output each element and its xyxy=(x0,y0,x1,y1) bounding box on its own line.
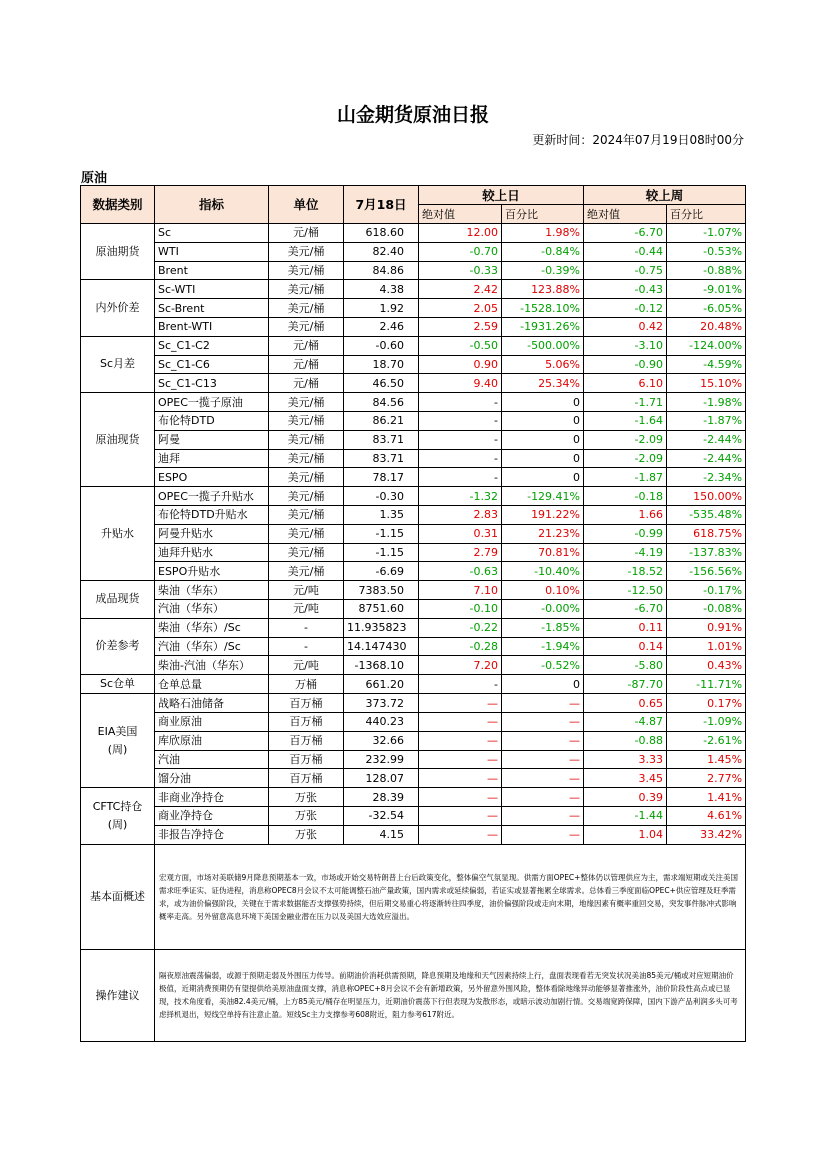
indicator-cell: Sc_C1-C2 xyxy=(155,336,269,355)
week-pct-cell: -1.87% xyxy=(667,411,746,430)
indicator-cell: OPEC一揽子原油 xyxy=(155,393,269,412)
crude-oil-table xyxy=(80,185,746,1042)
table-row xyxy=(81,449,746,468)
day-pct-cell: — xyxy=(502,769,584,788)
header-day-pct: 百分比 xyxy=(502,205,584,224)
value-cell: 84.86 xyxy=(344,261,419,280)
table-row xyxy=(81,280,746,299)
week-pct-cell: -137.83% xyxy=(667,543,746,562)
table-row xyxy=(81,543,746,562)
unit-cell: 美元/桶 xyxy=(269,505,344,524)
unit-cell: 美元/桶 xyxy=(269,317,344,336)
unit-cell: 美元/桶 xyxy=(269,449,344,468)
week-abs-cell: 3.33 xyxy=(584,750,667,769)
fundamentals-text: 宏观方面，市场对美联储9月降息预期基本一致，市场或开始交易特朗普上台后政策变化，整体偏空气氛显现。供需方面OPEC+整体仍以管理供应为主，需求端短期或关注美国需求旺季证实、证伪进程，消息称OPEC8月会议不太可能调整石油产量政策，国内需求或延续偏弱，若证实或显著拖累全球需求。总体看三季度面临OPEC+供应管理及旺季需求，或为油价偏强阶段，关键在于需求数据能否支撑强势持续，但后期交易重心将逐渐转往四季度，油价偏强阶段或走向末期，地缘因素有概率重回交易，突发事件脉冲式影响概率走高。另外留意高息环境下美国金融业潜在压力以及美国大选效应溢出。 xyxy=(155,844,746,949)
day-pct-cell: 0 xyxy=(502,430,584,449)
day-abs-cell: -0.70 xyxy=(419,242,502,261)
week-pct-cell: -1.98% xyxy=(667,393,746,412)
day-pct-cell: -500.00% xyxy=(502,336,584,355)
table-row xyxy=(81,656,746,675)
day-pct-cell: — xyxy=(502,825,584,844)
table-row xyxy=(81,505,746,524)
table-row xyxy=(81,487,746,506)
day-pct-cell: -0.52% xyxy=(502,656,584,675)
indicator-cell: 汽油（华东）/Sc xyxy=(155,637,269,656)
day-abs-cell: — xyxy=(419,825,502,844)
unit-cell: 百万桶 xyxy=(269,712,344,731)
week-abs-cell: 6.10 xyxy=(584,374,667,393)
week-abs-cell: -3.10 xyxy=(584,336,667,355)
day-pct-cell: 123.88% xyxy=(502,280,584,299)
indicator-cell: 迪拜 xyxy=(155,449,269,468)
indicator-cell: 阿曼升贴水 xyxy=(155,524,269,543)
day-pct-cell: 0 xyxy=(502,468,584,487)
unit-cell: 美元/桶 xyxy=(269,280,344,299)
day-abs-cell: 7.10 xyxy=(419,581,502,600)
indicator-cell: Brent-WTI xyxy=(155,317,269,336)
value-cell: 28.39 xyxy=(344,788,419,807)
week-pct-cell: -11.71% xyxy=(667,675,746,694)
value-cell: 440.23 xyxy=(344,712,419,731)
table-row xyxy=(81,581,746,600)
value-cell: 18.70 xyxy=(344,355,419,374)
category-cell: 价差参考 xyxy=(81,618,155,674)
indicator-cell: Sc xyxy=(155,224,269,243)
week-abs-cell: -6.70 xyxy=(584,224,667,243)
value-cell: 1.92 xyxy=(344,299,419,318)
indicator-cell: 战略石油储备 xyxy=(155,694,269,713)
table-row xyxy=(81,411,746,430)
table-row xyxy=(81,336,746,355)
value-cell: -0.30 xyxy=(344,487,419,506)
day-pct-cell: — xyxy=(502,712,584,731)
day-pct-cell: 25.34% xyxy=(502,374,584,393)
advice-row xyxy=(81,949,746,1041)
day-pct-cell: -1528.10% xyxy=(502,299,584,318)
day-abs-cell: -0.28 xyxy=(419,637,502,656)
value-cell: 373.72 xyxy=(344,694,419,713)
week-pct-cell: 0.43% xyxy=(667,656,746,675)
day-abs-cell: - xyxy=(419,449,502,468)
week-pct-cell: 618.75% xyxy=(667,524,746,543)
day-pct-cell: -0.00% xyxy=(502,599,584,618)
value-cell: 82.40 xyxy=(344,242,419,261)
day-abs-cell: 2.42 xyxy=(419,280,502,299)
week-abs-cell: -4.19 xyxy=(584,543,667,562)
advice-label: 操作建议 xyxy=(81,949,155,1041)
unit-cell: 元/桶 xyxy=(269,355,344,374)
table-row xyxy=(81,769,746,788)
unit-cell: 元/吨 xyxy=(269,656,344,675)
indicator-cell: 库欣原油 xyxy=(155,731,269,750)
value-cell: 14.147430 xyxy=(344,637,419,656)
unit-cell: 元/吨 xyxy=(269,599,344,618)
value-cell: -1.15 xyxy=(344,543,419,562)
table-row xyxy=(81,788,746,807)
value-cell: 83.71 xyxy=(344,430,419,449)
week-abs-cell: 1.04 xyxy=(584,825,667,844)
day-abs-cell: -0.22 xyxy=(419,618,502,637)
value-cell: -6.69 xyxy=(344,562,419,581)
unit-cell: 元/桶 xyxy=(269,224,344,243)
table-row xyxy=(81,355,746,374)
day-pct-cell: 0 xyxy=(502,675,584,694)
indicator-cell: 汽油（华东） xyxy=(155,599,269,618)
day-abs-cell: 9.40 xyxy=(419,374,502,393)
week-abs-cell: -87.70 xyxy=(584,675,667,694)
table-row xyxy=(81,694,746,713)
day-pct-cell: -1931.26% xyxy=(502,317,584,336)
value-cell: 7383.50 xyxy=(344,581,419,600)
day-abs-cell: 0.90 xyxy=(419,355,502,374)
week-abs-cell: -1.64 xyxy=(584,411,667,430)
day-abs-cell: 2.59 xyxy=(419,317,502,336)
day-pct-cell: -10.40% xyxy=(502,562,584,581)
week-pct-cell: -0.53% xyxy=(667,242,746,261)
week-abs-cell: -6.70 xyxy=(584,599,667,618)
day-abs-cell: — xyxy=(419,694,502,713)
value-cell: 11.935823 xyxy=(344,618,419,637)
day-abs-cell: - xyxy=(419,393,502,412)
day-abs-cell: -1.32 xyxy=(419,487,502,506)
week-abs-cell: -1.71 xyxy=(584,393,667,412)
week-pct-cell: -124.00% xyxy=(667,336,746,355)
value-cell: -32.54 xyxy=(344,806,419,825)
week-abs-cell: -18.52 xyxy=(584,562,667,581)
day-abs-cell: — xyxy=(419,806,502,825)
week-pct-cell: -0.17% xyxy=(667,581,746,600)
table-row xyxy=(81,618,746,637)
table-row xyxy=(81,317,746,336)
week-pct-cell: 0.17% xyxy=(667,694,746,713)
week-abs-cell: -0.18 xyxy=(584,487,667,506)
day-pct-cell: -1.85% xyxy=(502,618,584,637)
unit-cell: 百万桶 xyxy=(269,769,344,788)
day-pct-cell: — xyxy=(502,806,584,825)
value-cell: 232.99 xyxy=(344,750,419,769)
indicator-cell: 商业原油 xyxy=(155,712,269,731)
week-pct-cell: 1.45% xyxy=(667,750,746,769)
value-cell: 618.60 xyxy=(344,224,419,243)
week-pct-cell: 1.41% xyxy=(667,788,746,807)
day-abs-cell: - xyxy=(419,411,502,430)
category-cell: CFTC持仓 (周) xyxy=(81,788,155,844)
value-cell: 78.17 xyxy=(344,468,419,487)
category-cell: Sc仓单 xyxy=(81,675,155,694)
week-abs-cell: 0.65 xyxy=(584,694,667,713)
table-row xyxy=(81,731,746,750)
unit-cell: 元/桶 xyxy=(269,336,344,355)
table-row xyxy=(81,562,746,581)
day-pct-cell: — xyxy=(502,731,584,750)
day-pct-cell: 0 xyxy=(502,449,584,468)
day-abs-cell: — xyxy=(419,731,502,750)
day-pct-cell: 70.81% xyxy=(502,543,584,562)
table-row xyxy=(81,599,746,618)
header-day-abs: 绝对值 xyxy=(419,205,502,224)
indicator-cell: OPEC一揽子升贴水 xyxy=(155,487,269,506)
unit-cell: 万张 xyxy=(269,806,344,825)
indicator-cell: Sc_C1-C13 xyxy=(155,374,269,393)
table-row xyxy=(81,825,746,844)
fundamentals-row xyxy=(81,844,746,949)
week-pct-cell: 15.10% xyxy=(667,374,746,393)
unit-cell: 美元/桶 xyxy=(269,468,344,487)
unit-cell: 元/桶 xyxy=(269,374,344,393)
day-pct-cell: — xyxy=(502,788,584,807)
indicator-cell: ESPO升贴水 xyxy=(155,562,269,581)
value-cell: -1368.10 xyxy=(344,656,419,675)
week-abs-cell: -12.50 xyxy=(584,581,667,600)
indicator-cell: 汽油 xyxy=(155,750,269,769)
day-abs-cell: 7.20 xyxy=(419,656,502,675)
day-pct-cell: 0.10% xyxy=(502,581,584,600)
indicator-cell: 柴油（华东）/Sc xyxy=(155,618,269,637)
table-row xyxy=(81,393,746,412)
day-abs-cell: - xyxy=(419,468,502,487)
week-abs-cell: -1.87 xyxy=(584,468,667,487)
value-cell: 32.66 xyxy=(344,731,419,750)
day-pct-cell: — xyxy=(502,694,584,713)
value-cell: 1.35 xyxy=(344,505,419,524)
header-vs-prev-day: 较上日 xyxy=(419,186,584,205)
day-abs-cell: — xyxy=(419,788,502,807)
table-row xyxy=(81,374,746,393)
day-abs-cell: - xyxy=(419,675,502,694)
unit-cell: 美元/桶 xyxy=(269,261,344,280)
unit-cell: 万桶 xyxy=(269,675,344,694)
week-pct-cell: -1.07% xyxy=(667,224,746,243)
week-abs-cell: -0.44 xyxy=(584,242,667,261)
day-abs-cell: 2.83 xyxy=(419,505,502,524)
week-abs-cell: 0.14 xyxy=(584,637,667,656)
week-abs-cell: 0.39 xyxy=(584,788,667,807)
indicator-cell: 仓单总量 xyxy=(155,675,269,694)
week-pct-cell: 2.77% xyxy=(667,769,746,788)
indicator-cell: ESPO xyxy=(155,468,269,487)
week-pct-cell: -535.48% xyxy=(667,505,746,524)
page-title: 山金期货原油日报 xyxy=(336,104,489,126)
day-abs-cell: 2.05 xyxy=(419,299,502,318)
unit-cell: 美元/桶 xyxy=(269,242,344,261)
indicator-cell: 馏分油 xyxy=(155,769,269,788)
day-pct-cell: -0.84% xyxy=(502,242,584,261)
header-indicator: 指标 xyxy=(155,186,269,224)
header-row xyxy=(81,186,746,205)
indicator-cell: 布伦特DTD xyxy=(155,411,269,430)
week-abs-cell: -0.90 xyxy=(584,355,667,374)
table-row xyxy=(81,299,746,318)
table-row xyxy=(81,430,746,449)
category-cell: 原油现货 xyxy=(81,393,155,487)
category-cell: 升贴水 xyxy=(81,487,155,581)
unit-cell: 美元/桶 xyxy=(269,299,344,318)
day-abs-cell: 0.31 xyxy=(419,524,502,543)
indicator-cell: 商业净持仓 xyxy=(155,806,269,825)
week-abs-cell: -0.75 xyxy=(584,261,667,280)
unit-cell: 美元/桶 xyxy=(269,411,344,430)
indicator-cell: Sc_C1-C6 xyxy=(155,355,269,374)
header-week-abs: 绝对值 xyxy=(584,205,667,224)
indicator-cell: 阿曼 xyxy=(155,430,269,449)
week-pct-cell: -2.34% xyxy=(667,468,746,487)
table-row xyxy=(81,524,746,543)
week-abs-cell: 0.42 xyxy=(584,317,667,336)
table-row xyxy=(81,242,746,261)
day-abs-cell: — xyxy=(419,750,502,769)
header-unit: 单位 xyxy=(269,186,344,224)
day-abs-cell: — xyxy=(419,712,502,731)
day-abs-cell: -0.63 xyxy=(419,562,502,581)
unit-cell: 美元/桶 xyxy=(269,487,344,506)
day-pct-cell: 191.22% xyxy=(502,505,584,524)
value-cell: 8751.60 xyxy=(344,599,419,618)
indicator-cell: Brent xyxy=(155,261,269,280)
week-pct-cell: -4.59% xyxy=(667,355,746,374)
indicator-cell: 非报告净持仓 xyxy=(155,825,269,844)
day-abs-cell: -0.33 xyxy=(419,261,502,280)
indicator-cell: 柴油（华东） xyxy=(155,581,269,600)
value-cell: -1.15 xyxy=(344,524,419,543)
week-abs-cell: 0.11 xyxy=(584,618,667,637)
unit-cell: 美元/桶 xyxy=(269,562,344,581)
value-cell: 86.21 xyxy=(344,411,419,430)
value-cell: -0.60 xyxy=(344,336,419,355)
unit-cell: - xyxy=(269,637,344,656)
table-row xyxy=(81,637,746,656)
header-vs-prev-week: 较上周 xyxy=(584,186,746,205)
indicator-cell: 布伦特DTD升贴水 xyxy=(155,505,269,524)
value-cell: 84.56 xyxy=(344,393,419,412)
table-row xyxy=(81,468,746,487)
category-cell: 原油期货 xyxy=(81,224,155,280)
update-time: 更新时间：2024年07月19日08时00分 xyxy=(532,133,744,147)
unit-cell: 美元/桶 xyxy=(269,543,344,562)
category-cell: EIA美国 (周) xyxy=(81,694,155,788)
value-cell: 4.38 xyxy=(344,280,419,299)
indicator-cell: 迪拜升贴水 xyxy=(155,543,269,562)
day-pct-cell: -0.39% xyxy=(502,261,584,280)
week-abs-cell: -0.99 xyxy=(584,524,667,543)
value-cell: 2.46 xyxy=(344,317,419,336)
week-abs-cell: 3.45 xyxy=(584,769,667,788)
unit-cell: 美元/桶 xyxy=(269,524,344,543)
section-title: 原油 xyxy=(81,171,108,186)
week-abs-cell: -2.09 xyxy=(584,430,667,449)
indicator-cell: Sc-Brent xyxy=(155,299,269,318)
week-abs-cell: -5.80 xyxy=(584,656,667,675)
week-pct-cell: -2.61% xyxy=(667,731,746,750)
unit-cell: 美元/桶 xyxy=(269,393,344,412)
day-abs-cell: 12.00 xyxy=(419,224,502,243)
header-category: 数据类别 xyxy=(81,186,155,224)
value-cell: 83.71 xyxy=(344,449,419,468)
advice-text: 隔夜原油震荡偏弱，或源于预期走弱及外围压力传导。前期油价消耗供需预期，降息预期及地缘和天气因素持续上行，盘面表现看若无突发状况美油85美元/桶或对应短期油价极值，近期消费预期仍有望提供给美原油盘面支撑，消息称OPEC+8月会议不会有新增政策，另外留意外围风险，整体看除地缘异动能够显著推涨外，油价阶段性高点或已显现，技术角度看，美油82.4美元/桶，上方85美元/桶存在明显压力，近期油价震荡下行但表现为发散形态，或暗示波动加剧行情。交易端宽跨保障，国内下游产品利润多头可考虑择机退出，短线空单持有注意止盈。短线Sc主力支撑参考608附近，阻力参考617附近。 xyxy=(155,949,746,1041)
table-row xyxy=(81,675,746,694)
header-date: 7月18日 xyxy=(344,186,419,224)
indicator-cell: 非商业净持仓 xyxy=(155,788,269,807)
category-cell: 内外价差 xyxy=(81,280,155,336)
day-abs-cell: -0.10 xyxy=(419,599,502,618)
week-abs-cell: 1.66 xyxy=(584,505,667,524)
unit-cell: - xyxy=(269,618,344,637)
day-abs-cell: -0.50 xyxy=(419,336,502,355)
unit-cell: 美元/桶 xyxy=(269,430,344,449)
week-abs-cell: -0.12 xyxy=(584,299,667,318)
unit-cell: 元/吨 xyxy=(269,581,344,600)
week-pct-cell: -0.08% xyxy=(667,599,746,618)
day-abs-cell: 2.79 xyxy=(419,543,502,562)
day-pct-cell: -129.41% xyxy=(502,487,584,506)
fundamentals-label: 基本面概述 xyxy=(81,844,155,949)
day-pct-cell: — xyxy=(502,750,584,769)
week-abs-cell: -0.88 xyxy=(584,731,667,750)
week-pct-cell: 1.01% xyxy=(667,637,746,656)
week-pct-cell: -0.88% xyxy=(667,261,746,280)
week-pct-cell: 33.42% xyxy=(667,825,746,844)
table-row xyxy=(81,750,746,769)
week-pct-cell: 150.00% xyxy=(667,487,746,506)
day-pct-cell: 0 xyxy=(502,411,584,430)
week-pct-cell: -9.01% xyxy=(667,280,746,299)
table-row xyxy=(81,261,746,280)
week-pct-cell: 4.61% xyxy=(667,806,746,825)
value-cell: 128.07 xyxy=(344,769,419,788)
indicator-cell: 柴油-汽油（华东） xyxy=(155,656,269,675)
day-pct-cell: 5.06% xyxy=(502,355,584,374)
day-pct-cell: 21.23% xyxy=(502,524,584,543)
unit-cell: 万张 xyxy=(269,788,344,807)
week-abs-cell: -0.43 xyxy=(584,280,667,299)
day-pct-cell: 0 xyxy=(502,393,584,412)
day-pct-cell: -1.94% xyxy=(502,637,584,656)
week-pct-cell: -2.44% xyxy=(667,430,746,449)
week-abs-cell: -2.09 xyxy=(584,449,667,468)
day-pct-cell: 1.98% xyxy=(502,224,584,243)
category-cell: Sc月差 xyxy=(81,336,155,392)
week-abs-cell: -4.87 xyxy=(584,712,667,731)
value-cell: 4.15 xyxy=(344,825,419,844)
indicator-cell: WTI xyxy=(155,242,269,261)
table-row xyxy=(81,224,746,243)
week-pct-cell: -2.44% xyxy=(667,449,746,468)
table-row xyxy=(81,806,746,825)
day-abs-cell: - xyxy=(419,430,502,449)
unit-cell: 百万桶 xyxy=(269,694,344,713)
table-row xyxy=(81,712,746,731)
unit-cell: 百万桶 xyxy=(269,750,344,769)
unit-cell: 百万桶 xyxy=(269,731,344,750)
week-abs-cell: -1.44 xyxy=(584,806,667,825)
week-pct-cell: -1.09% xyxy=(667,712,746,731)
header-week-pct: 百分比 xyxy=(667,205,746,224)
indicator-cell: Sc-WTI xyxy=(155,280,269,299)
week-pct-cell: -156.56% xyxy=(667,562,746,581)
unit-cell: 万张 xyxy=(269,825,344,844)
value-cell: 46.50 xyxy=(344,374,419,393)
week-pct-cell: 0.91% xyxy=(667,618,746,637)
week-pct-cell: -6.05% xyxy=(667,299,746,318)
week-pct-cell: 20.48% xyxy=(667,317,746,336)
day-abs-cell: — xyxy=(419,769,502,788)
value-cell: 661.20 xyxy=(344,675,419,694)
category-cell: 成品现货 xyxy=(81,581,155,619)
